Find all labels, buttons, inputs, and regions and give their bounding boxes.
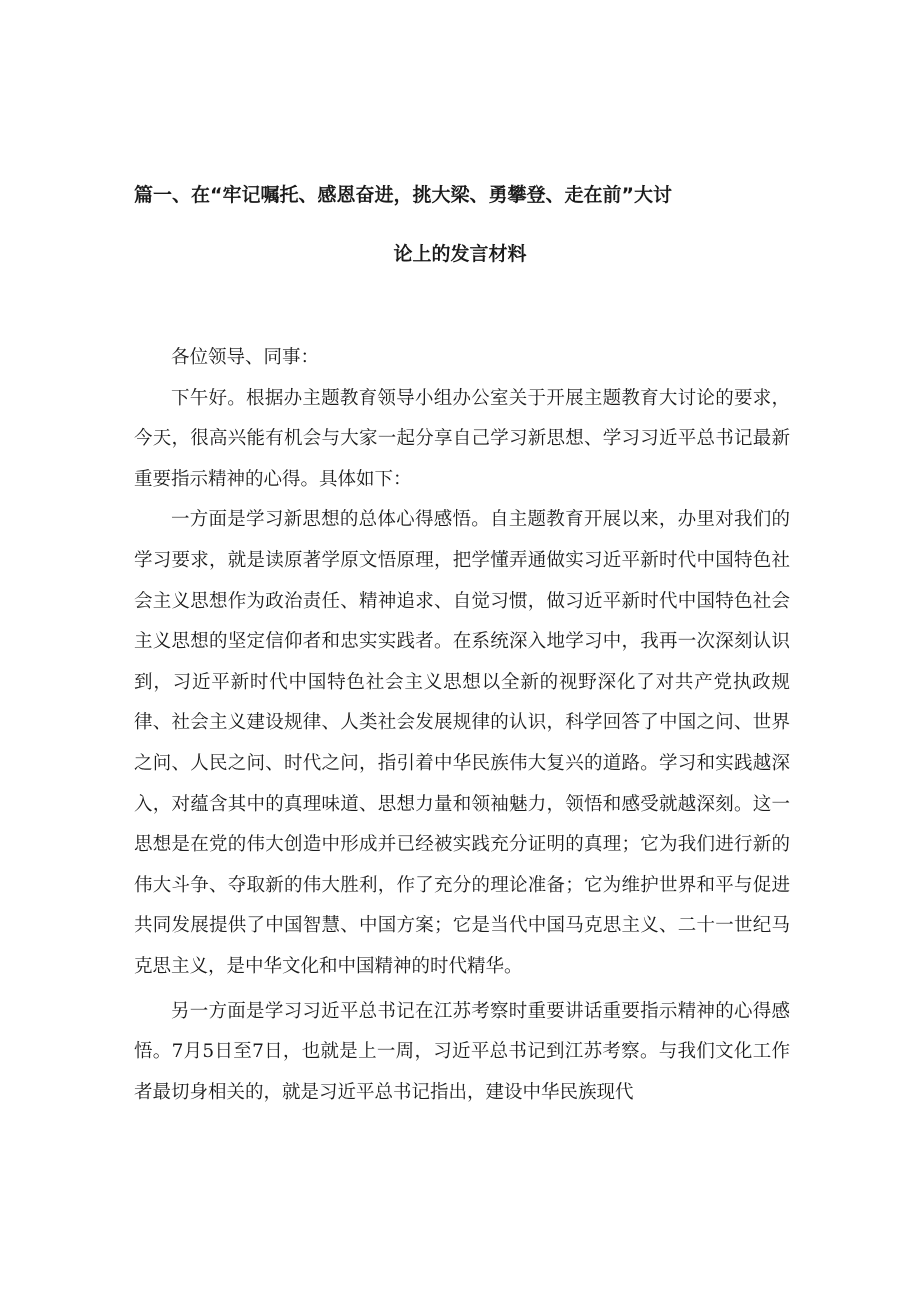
document-body [134, 338, 790, 1113]
document-title-line-1: 篇一、在“牢记嘱托、感恩奋进，挑大梁、勇攀登、走在前”大讨 [134, 184, 672, 206]
paragraph-thought-study: 一方面是学习新思想的总体心得感悟。自主题教育开展以来，办里对我们的学习要求，就是读原著学原文悟原理，把学懂弄通做实习近平新时代中国特色社会主义思想作为政治责任、精神追求、自觉习惯，做习近平新时代中国特色社会主义思想的坚定信仰者和忠实实践者。在系统深入地学习中，我再一次深刻认识到，习近平新时代中国特色社会主义思想以全新的视野深化了对共产党执政规律、社会主义建设规律、人类社会发展规律的认识，科学回答了中国之问、世界之问、人民之问、时代之问，指引着中华民族伟大复兴的道路。学习和实践越深入，对蕴含其中的真理味道、思想力量和领袖魅力，领悟和感受就越深刻。这一思想是在党的伟大创造中形成并已经被实践充分证明的真理；它为我们进行新的伟大斗争、夺取新的伟大胜利，作了充分的理论准备；它为维护世界和平与促进共同发展提供了中国智慧、中国方案；它是当代中国马克思主义、二十一世纪马克思主义，是中华文化和中国精神的时代精华。 [134, 509, 790, 977]
paragraph-jiangsu-inspection: 另一方面是学习习近平总书记在江苏考察时重要讲话重要指示精神的心得感悟。7月5日至7日，也就是上一周，习近平总书记到江苏考察。与我们文化工作者最切身相关的，就是习近平总书记指出，建设中华民族现代 [134, 1000, 790, 1103]
document-title-line-2: 论上的发言材料 [393, 243, 527, 265]
paragraph-greeting: 下午好。根据办主题教育领导小组办公室关于开展主题教育大讨论的要求，今天，很高兴能有机会与大家一起分享自己学习新思想、学习习近平总书记最新重要指示精神的心得。具体如下： [134, 387, 790, 490]
salutation: 各位领导、同事： [171, 347, 320, 368]
